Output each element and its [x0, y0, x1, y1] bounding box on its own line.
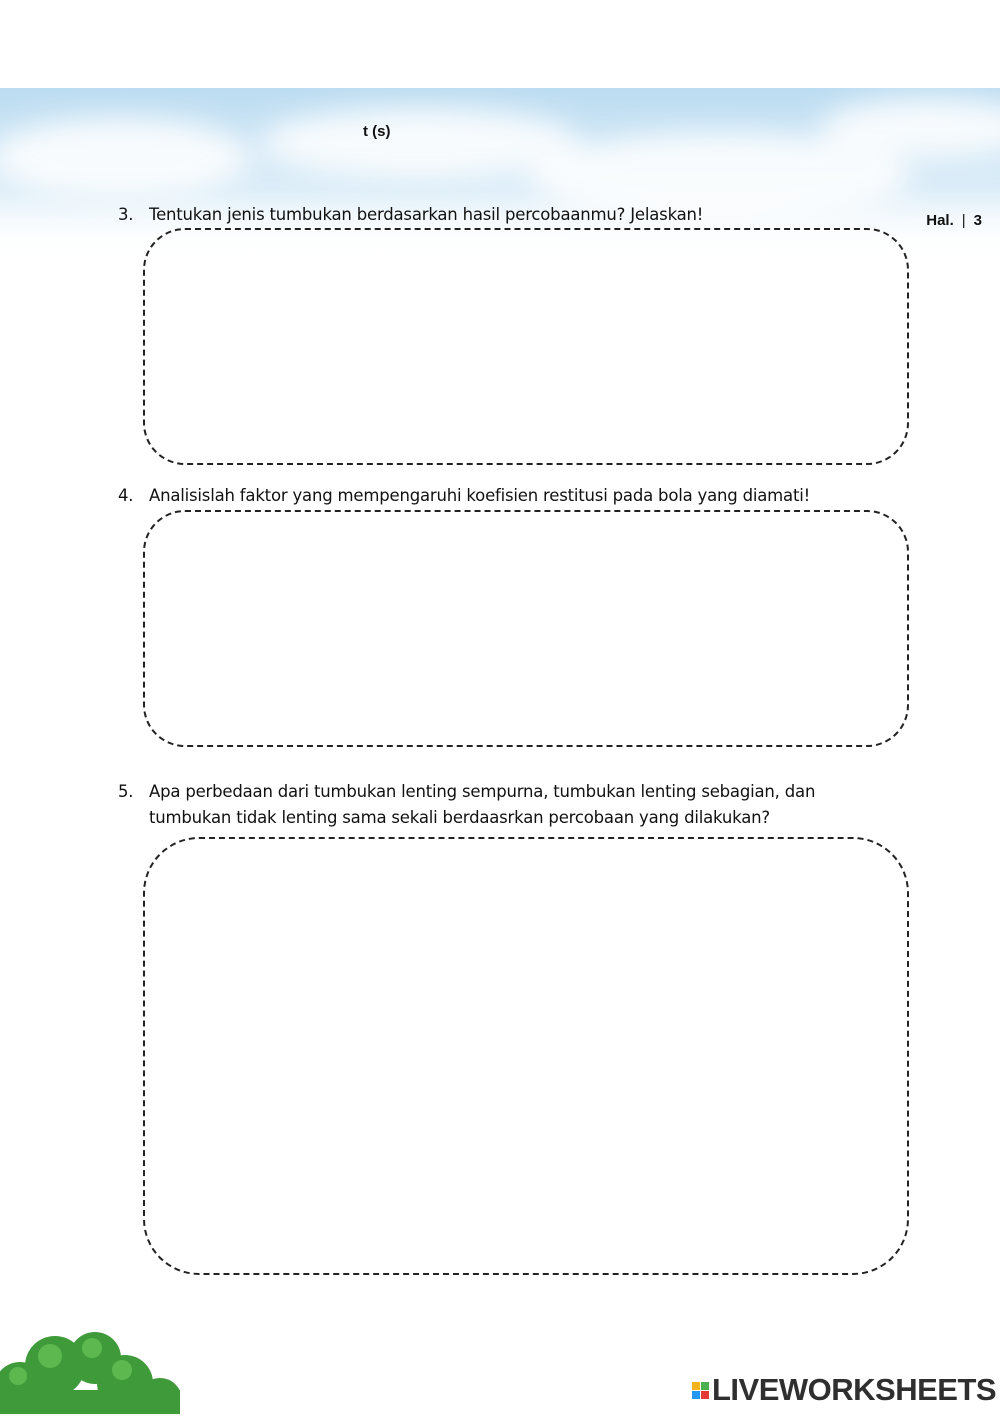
answer-box-5[interactable] [143, 837, 909, 1275]
axis-label: t (s) [363, 123, 391, 140]
page-separator: | [961, 212, 966, 229]
question-number: 5. [118, 782, 134, 801]
question-number: 3. [118, 205, 134, 224]
answer-box-4[interactable] [143, 510, 909, 747]
question-text: Analisislah faktor yang mempengaruhi koefisien restitusi pada bola yang diamati! [149, 486, 811, 505]
question-3 [118, 202, 898, 228]
logo-icon [692, 1382, 709, 1399]
page-prefix: Hal. [926, 212, 954, 229]
page-number-value: 3 [973, 212, 982, 229]
page-number [926, 212, 982, 229]
answer-box-3[interactable] [143, 228, 909, 465]
liveworksheets-logo [692, 1372, 996, 1408]
logo-text: LIVEWORKSHEETS [712, 1372, 997, 1407]
question-4 [118, 483, 898, 509]
question-text: Apa perbedaan dari tumbukan lenting sempurna, tumbukan lenting sebagian, dan tumbukan tidak lenting sama sekali berdaasrkan percobaan yang dilakukan? [149, 782, 816, 827]
question-text: Tentukan jenis tumbukan berdasarkan hasil percobaanmu? Jelaskan! [149, 205, 704, 224]
question-number: 4. [118, 486, 134, 505]
bush-illustration [0, 1328, 180, 1419]
question-5 [118, 779, 898, 831]
